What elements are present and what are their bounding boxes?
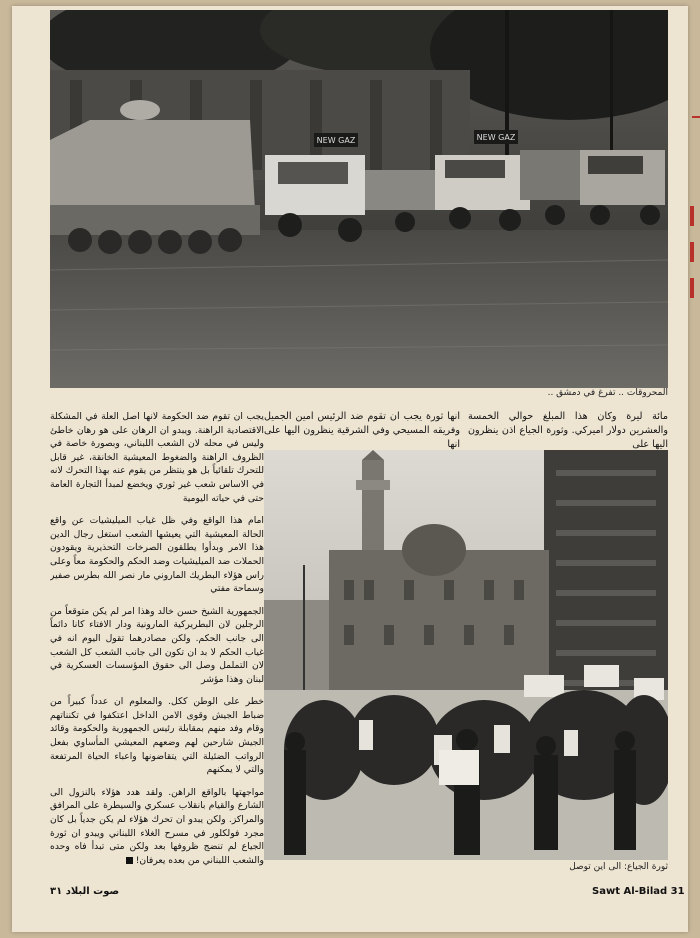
magazine-page <box>12 6 688 932</box>
footer-magazine-en: Sawt Al-Bilad 31 <box>592 886 685 897</box>
paragraph-5 <box>50 786 264 868</box>
edge-mark-1 <box>690 206 694 226</box>
photo1-caption: المحروقات .. تفرغ في دمشق .. <box>547 388 668 398</box>
article-column-left <box>50 410 264 880</box>
edge-mark-3 <box>690 278 694 298</box>
footer-magazine-ar: صوت البلاد ٣١ <box>50 886 120 897</box>
photo-demonstration <box>264 450 668 860</box>
sign-new-gaz-2: NEW GAZ <box>476 133 516 142</box>
paragraph-2: امام هذا الواقع وفي ظل غياب الميليشيات عن واقع الحالة المعيشية التي يعيشها الشعب استغل رجال الدين هذا الامر وبدأوا يطلقون الصرخات التحذيرية ويقودون الحملات ضد الميليشيات وضد الحكم والحكومة معاً وعلى راس هؤلاء البطريك الماروني مار نصر الله بطرس صفير وسماحة مفتي <box>50 515 264 595</box>
paragraph-4: خطر على الوطن ككل. والمعلوم ان عدداً كبيراً من ضباط الجيش وقوى الامن الداخل اعتكفوا في تكنناتهم وقام وفد منهم بمقابلة رئيس الجمهورية والحكومة وقائد الجيش شارحين لهم وضعهم المعيشي المأساوي بفعل الرواتب الضئيلة التي يتقاضونها واعباء الحياة المرتفعة والتي لا يمكنهم <box>50 696 264 776</box>
paragraph-1: يجب ان تقوم ضد الحكومة لانها اصل العلة في المشكلة الاقتصادية الراهنة. ويبدو ان الرهان على هو رهان خاطئ وليس في محله لان الشعب اللبناني، وبصورة خاصة في الظروف الراهنة والضغوط المعيشية الخانقة، غير قابل للتحرك تلقائياً بل هو ينتظر من يقوم عنه بهذا التحرك لانه في الاساس شعب غير ثوري ويخضع لمبدأ التجارة العامة حتى في حياته اليومية <box>50 411 264 504</box>
edge-mark-2 <box>690 242 694 262</box>
paragraph-3: الجمهورية الشيخ حسن خالد وهذا امر لم يكن متوقعاً من الرجلين لان البطريركية المارونية ودار الافتاء كانا دائماً الى جانب الحكم. ولكن مصادرهما تقول اليوم انه في غياب الحكم لا بد ان تكون الى جانب الشعب كل الشعب لان التململ وصل الى حقوق المؤسسات العسكرية في لبنان وهذا مؤشر <box>50 605 264 685</box>
end-of-article-mark <box>126 857 133 864</box>
photo-gas-trucks <box>50 10 668 388</box>
lead-text-middle: انها ثورة يجب ان تقوم ضد الرئيس امين الجميل وفريقه المسيحي وفي الشرقية ينظرون اليها على انها <box>264 411 460 450</box>
lead-text-right: مائة ليرة وكان هذا المبلغ حوالي الخمسة والعشرين دولار اميركي. وثورة الجياع اذن ينظرون اليها على <box>468 411 668 450</box>
sign-new-gaz-1: NEW GAZ <box>316 136 356 145</box>
paragraph-5-text: مواجهتها بالواقع الراهن. ولقد هدد هؤلاء بالنزول الى الشارع والقيام بانقلاب عسكري والسيطرة على المرافق والمراكز. ولكن يبدو ان تحرك هؤلاء لم يكن جدياً بل كان مجرد فولكلور في مسرح الغلاء اللبناني ويبدو ان ثورة الجياع لم تنضج ظروفها بعد ولكن متى تبدأ فاه وحده والشعب اللبناني من بعده يعرفان! <box>50 786 264 866</box>
edge-mark-top <box>692 116 700 118</box>
photo2-caption: ثورة الجياع: الى اين توصل <box>569 862 668 872</box>
